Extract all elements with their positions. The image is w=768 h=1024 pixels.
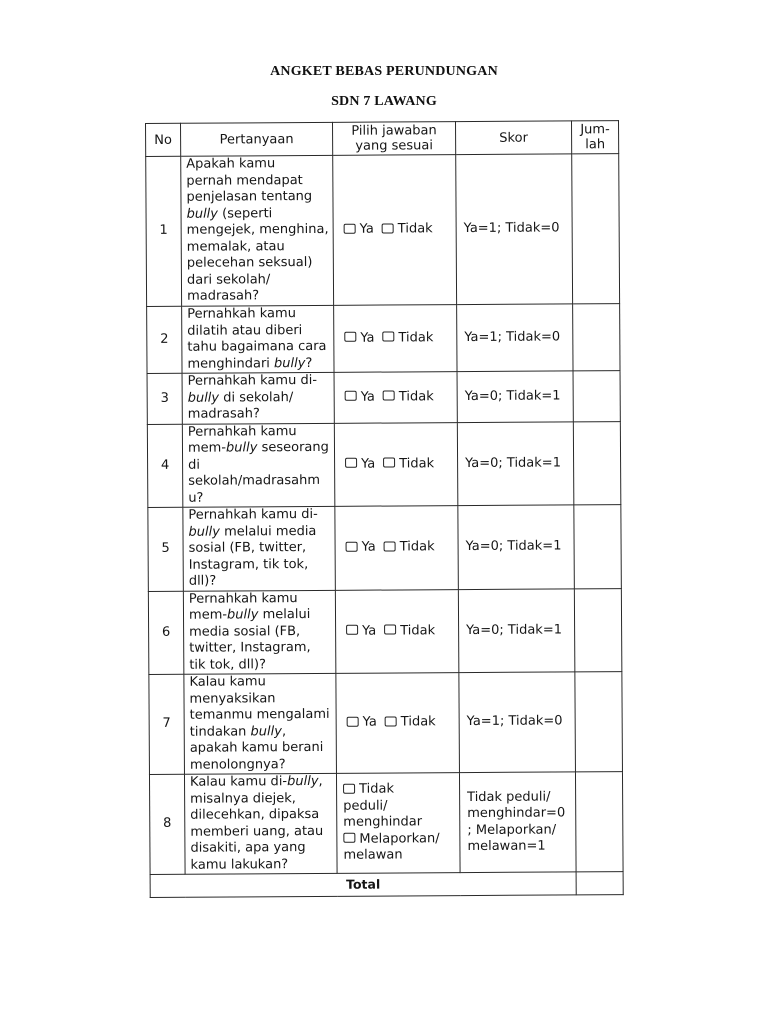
row-number: 7 xyxy=(149,674,185,774)
school-name: SDN 7 LAWANG xyxy=(331,94,437,109)
italic-term: bully xyxy=(186,206,219,222)
option-tidak-label: Tidak xyxy=(399,539,435,555)
answer-options xyxy=(334,422,458,506)
question-fragment: melalui xyxy=(258,606,311,623)
option-ya-label: Ya xyxy=(362,714,377,730)
checkbox-tidak[interactable] xyxy=(385,716,397,726)
question-fragment: Kalau kamu di- xyxy=(189,774,288,790)
questionnaire-table xyxy=(145,120,624,898)
answer-options xyxy=(333,155,457,306)
table-body xyxy=(146,154,624,898)
score-line: menghindar=0 xyxy=(467,805,566,822)
checkbox-tidak[interactable] xyxy=(383,390,395,400)
question-fragment: dilatih atau diberi xyxy=(187,322,303,339)
question-text xyxy=(182,423,335,507)
score-rule: Ya=0; Tidak=1 xyxy=(458,505,575,589)
question-fragment: dari sekolah/ xyxy=(186,271,271,288)
answer-options xyxy=(335,589,459,673)
total-sum-cell[interactable] xyxy=(576,872,623,895)
question-fragment: disakiti, apa yang xyxy=(190,840,306,856)
checkbox-ya[interactable] xyxy=(346,625,358,635)
sum-cell[interactable] xyxy=(573,371,620,422)
score-rule: Ya=0; Tidak=1 xyxy=(457,421,574,505)
question-fragment: di xyxy=(188,457,201,473)
checkbox-tidak[interactable] xyxy=(382,223,394,233)
option-ya-label: Ya xyxy=(360,330,375,346)
question-fragment: sosial (FB, twitter, xyxy=(188,540,307,556)
italic-term: bully xyxy=(287,773,319,790)
option-line: Melaporkan/ xyxy=(359,830,440,847)
question-fragment: mem- xyxy=(188,607,228,623)
answer-options xyxy=(335,506,459,590)
option-tidak-label: Tidak xyxy=(400,714,436,730)
score-line: ; Melaporkan/ xyxy=(467,822,557,838)
table-row xyxy=(149,772,623,875)
question-fragment: Pernahkah kamu xyxy=(187,306,296,322)
col-sum-line2: lah xyxy=(585,137,606,153)
row-number: 2 xyxy=(147,306,182,373)
question-fragment: , xyxy=(281,723,287,739)
table-row xyxy=(149,672,623,775)
option-line: Tidak xyxy=(359,781,395,797)
total-label: Total xyxy=(150,872,576,898)
score-rule: Ya=1; Tidak=0 xyxy=(457,304,573,372)
question-fragment: madrasah? xyxy=(187,288,260,304)
option-tidak-label: Tidak xyxy=(398,388,434,404)
italic-term: bully xyxy=(188,524,220,540)
option-ya-label: Ya xyxy=(361,456,376,472)
question-fragment: menyaksikan xyxy=(189,690,276,707)
row-number: 4 xyxy=(147,424,183,508)
answer-options xyxy=(334,372,457,423)
checkbox-ya[interactable] xyxy=(345,391,357,401)
table-row xyxy=(147,304,620,374)
italic-term: bully xyxy=(225,440,258,456)
checkbox-ya[interactable] xyxy=(346,541,358,551)
question-fragment: Pernahkah kamu xyxy=(188,590,298,607)
checkbox-ya[interactable] xyxy=(347,716,359,726)
checkbox-tidak[interactable] xyxy=(383,457,395,467)
score-rule: Ya=0; Tidak=1 xyxy=(458,588,575,672)
question-fragment: pelecehan seksual) xyxy=(186,255,313,271)
total-row xyxy=(150,872,623,898)
question-fragment: , xyxy=(318,773,323,789)
question-text xyxy=(184,673,337,774)
sum-cell[interactable] xyxy=(572,154,620,304)
italic-term: bully xyxy=(187,390,220,406)
option-ya-label: Ya xyxy=(359,221,374,237)
document-title: ANGKET BEBAS PERUNDUNGAN xyxy=(270,64,498,79)
option-tidak-label: Tidak xyxy=(400,622,436,638)
checkbox-melaporkan[interactable] xyxy=(343,833,355,843)
sum-cell[interactable] xyxy=(573,421,621,505)
table-row xyxy=(147,421,621,507)
question-fragment: Apakah kamu xyxy=(186,156,276,172)
col-sum-header xyxy=(571,121,618,154)
score-line: melawan=1 xyxy=(467,838,546,855)
option-ya-label: Ya xyxy=(360,389,375,405)
questionnaire-sheet xyxy=(145,120,624,891)
question-text xyxy=(182,372,334,423)
question-fragment: pernah mendapat xyxy=(186,172,303,189)
question-fragment: tindakan xyxy=(189,723,251,740)
question-fragment: memalak, atau xyxy=(186,238,285,255)
question-fragment: Kalau kamu xyxy=(189,674,266,690)
italic-term: bully xyxy=(250,723,282,739)
col-question-header: Pertanyaan xyxy=(181,122,333,156)
table-row xyxy=(146,154,620,307)
question-fragment: apakah kamu berani xyxy=(189,739,324,756)
italic-term: bully xyxy=(273,355,306,371)
answer-options xyxy=(336,673,460,774)
answer-options xyxy=(334,305,457,373)
question-fragment: seseorang xyxy=(257,439,329,456)
col-choice-header xyxy=(332,122,455,156)
checkbox-ya[interactable] xyxy=(344,223,356,233)
row-number: 3 xyxy=(147,373,182,424)
col-sum-line1: Jum- xyxy=(580,122,610,138)
question-text xyxy=(181,155,334,306)
question-fragment: Pernahkah kamu di- xyxy=(187,372,318,389)
question-fragment: tik tok, dll)? xyxy=(189,656,267,673)
question-fragment: ? xyxy=(305,355,313,371)
question-fragment: kamu lakukan? xyxy=(190,856,289,873)
question-fragment: dll)? xyxy=(188,573,217,589)
question-text xyxy=(183,506,336,590)
checkbox-tidak[interactable] xyxy=(382,332,394,342)
question-fragment: u? xyxy=(188,490,204,506)
table-row xyxy=(148,505,622,591)
col-no-header: No xyxy=(146,123,181,156)
question-fragment: tahu bagaimana cara xyxy=(187,338,327,355)
checkbox-ya[interactable] xyxy=(344,332,356,342)
row-number: 1 xyxy=(146,156,182,306)
question-fragment: Pernahkah kamu di- xyxy=(188,506,318,523)
question-fragment: mem- xyxy=(187,440,227,456)
italic-term: bully xyxy=(226,607,259,623)
checkbox-ya[interactable] xyxy=(345,458,357,468)
row-number: 8 xyxy=(149,774,185,874)
question-fragment: madrasah? xyxy=(187,406,260,422)
sum-cell[interactable] xyxy=(573,304,620,371)
question-fragment: (seperti xyxy=(217,205,273,222)
score-rule: Ya=0; Tidak=1 xyxy=(457,371,573,422)
table-row xyxy=(147,371,620,424)
option-tidak-label: Tidak xyxy=(398,329,434,346)
checkbox-tidak[interactable] xyxy=(384,624,396,634)
sum-cell[interactable] xyxy=(575,772,623,872)
option-line: melawan xyxy=(343,847,403,864)
option-line: menghindar xyxy=(343,814,423,831)
option-ya-label: Ya xyxy=(362,623,377,639)
row-number: 6 xyxy=(148,591,184,675)
option-tidak-label: Tidak xyxy=(399,455,435,471)
question-fragment: Pernahkah kamu xyxy=(187,423,297,440)
score-rule xyxy=(459,772,576,873)
col-score-header: Skor xyxy=(455,121,571,155)
question-fragment: di sekolah/ xyxy=(219,389,294,406)
question-fragment: penjelasan tentang xyxy=(186,189,313,205)
option-ya-label: Ya xyxy=(361,539,376,555)
question-fragment: menghindari xyxy=(187,355,275,372)
answer-options xyxy=(336,773,460,874)
checkbox-tidak-peduli[interactable] xyxy=(343,783,355,793)
question-fragment: Instagram, tik tok, xyxy=(188,556,309,573)
question-fragment: melalui media xyxy=(219,523,317,540)
question-text xyxy=(183,590,336,674)
question-fragment: menolongnya? xyxy=(189,756,286,773)
question-fragment: mengejek, menghina, xyxy=(186,222,329,238)
option-tidak-label: Tidak xyxy=(397,221,433,237)
sum-cell[interactable] xyxy=(575,672,623,772)
row-number: 5 xyxy=(148,507,184,591)
question-fragment: temanmu mengalami xyxy=(189,706,330,723)
question-fragment: memberi uang, atau xyxy=(190,823,324,840)
score-rule: Ya=1; Tidak=0 xyxy=(459,672,576,773)
question-fragment: media sosial (FB, xyxy=(189,623,301,640)
table-row xyxy=(148,588,622,674)
checkbox-tidak[interactable] xyxy=(384,541,396,551)
option-line: peduli/ xyxy=(343,798,388,814)
question-fragment: twitter, Instagram, xyxy=(189,639,311,656)
col-choice-line2: yang sesuai xyxy=(355,138,434,154)
question-fragment: misalnya diejek, xyxy=(190,790,296,807)
score-line: Tidak peduli/ xyxy=(467,789,551,805)
col-choice-line1: Pilih jawaban xyxy=(351,123,437,139)
table-header-row xyxy=(146,121,619,157)
question-text xyxy=(184,773,337,874)
question-fragment: sekolah/madrasahm xyxy=(188,472,321,489)
sum-cell[interactable] xyxy=(574,588,622,672)
score-rule: Ya=1; Tidak=0 xyxy=(456,154,573,305)
sum-cell[interactable] xyxy=(574,505,622,589)
question-fragment: dilecehkan, dipaksa xyxy=(190,806,320,823)
question-text xyxy=(182,305,334,373)
